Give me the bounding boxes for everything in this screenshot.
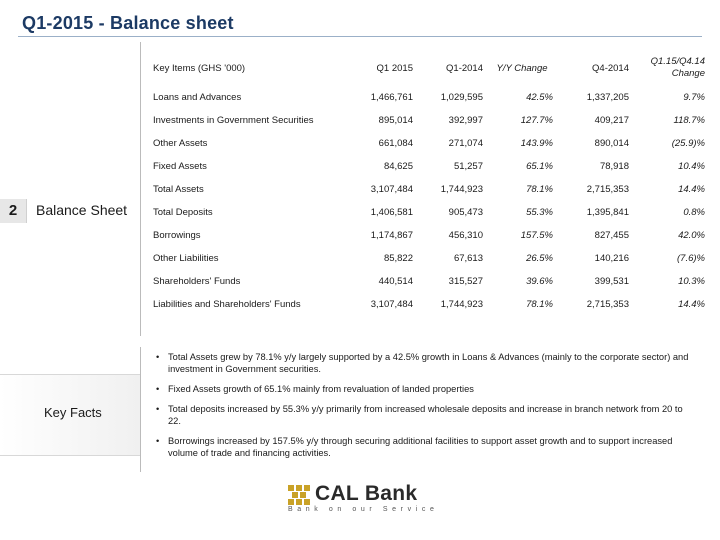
row-q4-2014: 140,216	[594, 253, 629, 264]
header-key-items: Key Items (GHS '000)	[153, 62, 246, 74]
row-yy-change: 157.5%	[520, 230, 553, 241]
row-q1-2015: 85,822	[383, 253, 413, 264]
row-q1-2015: 440,514	[378, 276, 413, 287]
row-q4-2014: 2,715,353	[586, 299, 629, 310]
row-yy-change: 127.7%	[520, 115, 553, 126]
row-q1-2014: 315,527	[448, 276, 483, 287]
table-row	[149, 247, 709, 270]
row-q4-2014: 399,531	[594, 276, 629, 287]
header-qq-change-line2: Change	[671, 68, 705, 79]
row-qq-change: 0.8%	[683, 207, 705, 218]
row-item: Fixed Assets	[153, 161, 207, 172]
row-q1-2015: 3,107,484	[370, 184, 413, 195]
header-q4-2014: Q4-2014	[592, 62, 629, 74]
logo-name: CAL Bank	[315, 482, 418, 505]
row-qq-change: 9.7%	[683, 92, 705, 103]
table-row	[149, 132, 709, 155]
row-q4-2014: 78,918	[599, 161, 629, 172]
key-fact-item: • Borrowings increased by 157.5% y/y through securing additional facilities to support asset growth and to support increased volume of trade and financing activities.	[154, 435, 694, 459]
row-q1-2015: 1,406,581	[370, 207, 413, 218]
row-qq-change: 14.4%	[678, 299, 705, 310]
header-qq-change-line1: Q1.15/Q4.14	[650, 56, 705, 67]
table-row	[149, 86, 709, 109]
row-q1-2015: 661,084	[378, 138, 413, 149]
row-qq-change: 10.4%	[678, 161, 705, 172]
section-divider-top	[140, 42, 141, 336]
header-yy-change: Y/Y Change	[496, 62, 548, 74]
row-yy-change: 39.6%	[526, 276, 553, 287]
key-fact-item: • Total deposits increased by 55.3% y/y primarily from increased wholesale deposits and increase in branch network from 20 to 22.	[154, 403, 694, 427]
row-q1-2014: 51,257	[453, 161, 483, 172]
row-q1-2015: 1,174,867	[370, 230, 413, 241]
row-qq-change: 118.7%	[673, 115, 705, 126]
row-qq-change: 42.0%	[678, 230, 705, 241]
header-q1-2015: Q1 2015	[376, 62, 413, 74]
row-item: Other Assets	[153, 138, 208, 149]
section-number: 2	[0, 199, 27, 223]
row-q1-2014: 456,310	[448, 230, 483, 241]
section-divider-bottom	[140, 347, 141, 472]
row-q1-2015: 84,625	[383, 161, 413, 172]
table-row	[149, 155, 709, 178]
header-qq-change	[633, 50, 709, 86]
row-item: Loans and Advances	[153, 92, 242, 103]
row-yy-change: 55.3%	[526, 207, 553, 218]
logo-tagline: Bank on our Service	[288, 506, 439, 513]
row-yy-change: 78.1%	[526, 299, 553, 310]
row-qq-change: 14.4%	[678, 184, 705, 195]
row-q4-2014: 409,217	[594, 115, 629, 126]
table-row	[149, 201, 709, 224]
row-q1-2014: 392,997	[448, 115, 483, 126]
row-q4-2014: 890,014	[594, 138, 629, 149]
section-label: Balance Sheet	[36, 202, 128, 218]
page-title: Q1-2015 - Balance sheet	[22, 13, 234, 33]
table-row	[149, 270, 709, 293]
row-qq-change: (7.6)%	[677, 253, 705, 264]
table-row	[149, 293, 709, 316]
row-q4-2014: 827,455	[594, 230, 629, 241]
row-item: Total Assets	[153, 184, 204, 195]
row-q4-2014: 1,337,205	[586, 92, 629, 103]
row-q1-2014: 905,473	[448, 207, 483, 218]
row-yy-change: 42.5%	[526, 92, 553, 103]
row-q1-2014: 67,613	[453, 253, 483, 264]
balance-sheet-table	[149, 50, 709, 316]
table-header-row	[149, 50, 709, 86]
key-facts-list	[154, 351, 694, 467]
key-facts-label: Key Facts	[44, 405, 102, 420]
row-item: Investments in Government Securities	[153, 115, 314, 126]
row-q1-2014: 1,029,595	[440, 92, 483, 103]
table-row	[149, 224, 709, 247]
row-q1-2014: 1,744,923	[440, 299, 483, 310]
row-item: Total Deposits	[153, 207, 213, 218]
row-qq-change: 10.3%	[678, 276, 705, 287]
row-yy-change: 143.9%	[520, 138, 553, 149]
row-q4-2014: 1,395,841	[586, 207, 629, 218]
row-yy-change: 65.1%	[526, 161, 553, 172]
row-q1-2015: 1,466,761	[370, 92, 413, 103]
row-item: Borrowings	[153, 230, 201, 241]
row-item: Shareholders' Funds	[153, 276, 241, 287]
row-q1-2015: 3,107,484	[370, 299, 413, 310]
table-row	[149, 178, 709, 201]
row-item: Liabilities and Shareholders' Funds	[153, 299, 301, 310]
title-divider	[18, 36, 702, 37]
row-yy-change: 78.1%	[526, 184, 553, 195]
row-q1-2015: 895,014	[378, 115, 413, 126]
table-row	[149, 109, 709, 132]
cal-bank-logo-mark-icon	[288, 485, 310, 505]
row-item: Other Liabilities	[153, 253, 219, 264]
row-yy-change: 26.5%	[526, 253, 553, 264]
row-q4-2014: 2,715,353	[586, 184, 629, 195]
cal-bank-logo	[288, 483, 438, 517]
row-q1-2014: 271,074	[448, 138, 483, 149]
header-q1-2014: Q1-2014	[446, 62, 483, 74]
key-fact-item: • Fixed Assets growth of 65.1% mainly from revaluation of landed properties	[154, 383, 694, 395]
row-q1-2014: 1,744,923	[440, 184, 483, 195]
row-qq-change: (25.9)%	[671, 138, 705, 149]
key-fact-item: • Total Assets grew by 78.1% y/y largely supported by a 42.5% growth in Loans & Advances (mainly to the corporate sector) and investment in Government securities.	[154, 351, 694, 375]
